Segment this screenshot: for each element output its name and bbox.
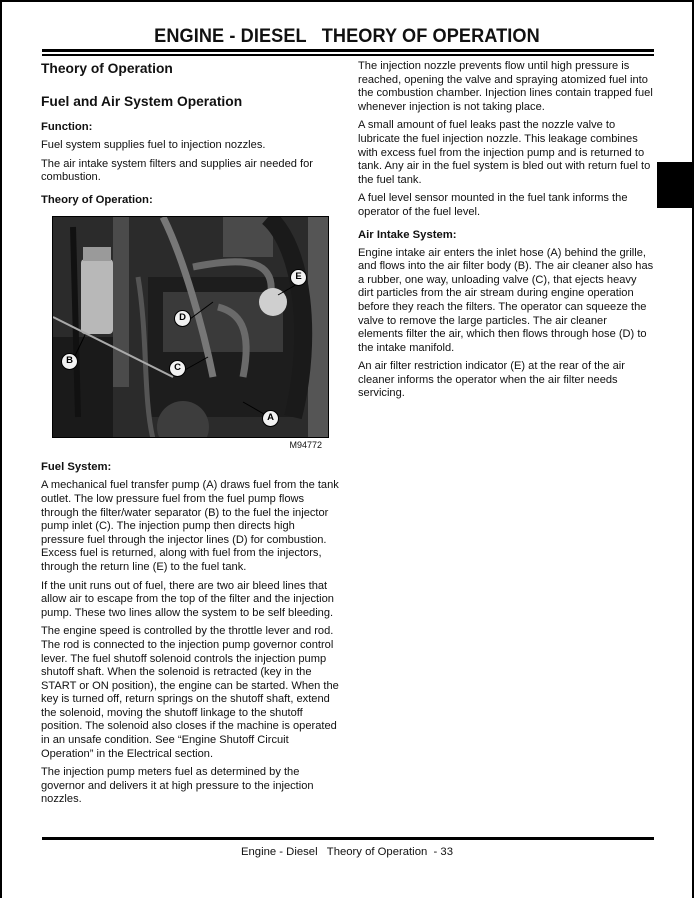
engine-photo-figure <box>52 216 329 438</box>
air-intake-paragraph: Engine intake air enters the inlet hose (A) behind the grille, and flows into the air filter body (B). The air cleaner also has a rubber, one way, unloading valve (C), that ejects heavy dirt particles from the air stream during engine operation before they reach the filters. The operator can squeeze the valve to remove the large particles. The air cleaner elements filter the air, which then flows through hose (D) to the intake manifold. <box>358 246 654 354</box>
fuel-system-paragraph: The injection pump meters fuel as determined by the governor and delivers it at high pressure to the injection nozzles. <box>41 766 314 806</box>
figure-id: M94772 <box>289 439 322 450</box>
engine-photo <box>53 217 329 438</box>
fuel-system-paragraph: If the unit runs out of fuel, there are two air bleed lines that allow air to escape from the top of the filter and the injection pump. These two lines allow the system to be self bleeding. <box>41 579 334 619</box>
subsection-title: Fuel and Air System Operation <box>41 94 243 109</box>
function-paragraph: Fuel system supplies fuel to injection nozzles. <box>41 139 266 151</box>
function-paragraph: The air intake system filters and supplies air needed for combustion. <box>41 157 313 184</box>
header-rule-thick <box>42 49 654 52</box>
theory-heading: Theory of Operation: <box>41 193 153 206</box>
callout-d: D <box>174 310 191 327</box>
section-title: Theory of Operation <box>41 61 173 76</box>
footer-rule <box>42 837 654 840</box>
fuel-system-paragraph: A mechanical fuel transfer pump (A) draws fuel from the tank outlet. The low pressure fuel from the fuel pump flows through the filter/water separator (B) to the fuel the injector pump inlet (C). The injection pump then directs high pressure fuel through the injector lines (D) for combustion. Excess fuel is returned, along with fuel from the injectors, through the return line (E) to the fuel tank. <box>41 479 339 573</box>
leakage-paragraph: A small amount of fuel leaks past the nozzle valve to lubricate the fuel injection nozzle. This leakage combines with excess fuel from the injection pump and is returned to tank. Any air in the fuel system is bled out with return fuel to the fuel tank. <box>358 119 651 186</box>
callout-e: E <box>290 269 307 286</box>
air-intake-paragraph: An air filter restriction indicator (E) at the rear of the air cleaner informs the operator when the air filter needs servicing. <box>358 360 625 400</box>
left-column <box>41 60 341 812</box>
fuel-system-paragraph: The engine speed is controlled by the throttle lever and rod. The rod is connected to the injection pump governor control lever. The fuel shutoff solenoid controls the injection pump shutoff shaft. When the solenoid is retracted (key in the START or ON position), the engine can be started. When the key is turned off, return springs on the shutoff shaft, extend the solenoid, moving the shutoff linkage to the shutoff position. The solenoid also closes if the machine is operated in an unsafe condition. See “Engine Shutoff Circuit Operation” in the Electrical section. <box>41 625 339 760</box>
callout-b: B <box>61 353 78 370</box>
callout-a: A <box>262 410 279 427</box>
section-thumb-tab <box>657 162 694 208</box>
right-column <box>358 60 654 406</box>
nozzle-paragraph: The injection nozzle prevents flow until high pressure is reached, opening the valve and spraying atomized fuel into the combustion chamber. Injection lines contain trapped fuel whenever injection is not taking place. <box>358 60 653 113</box>
function-heading: Function: <box>41 121 93 133</box>
air-intake-heading: Air Intake System: <box>358 228 457 241</box>
callout-c: C <box>169 360 186 377</box>
fuel-level-paragraph: A fuel level sensor mounted in the fuel tank informs the operator of the fuel level. <box>358 192 628 218</box>
fuel-system-heading: Fuel System: <box>41 461 112 474</box>
header-rule-thin <box>42 54 654 56</box>
page-header-title: ENGINE - DIESEL THEORY OF OPERATION <box>154 25 540 47</box>
page-footer: Engine - Diesel Theory of Operation - 33 <box>240 846 454 858</box>
